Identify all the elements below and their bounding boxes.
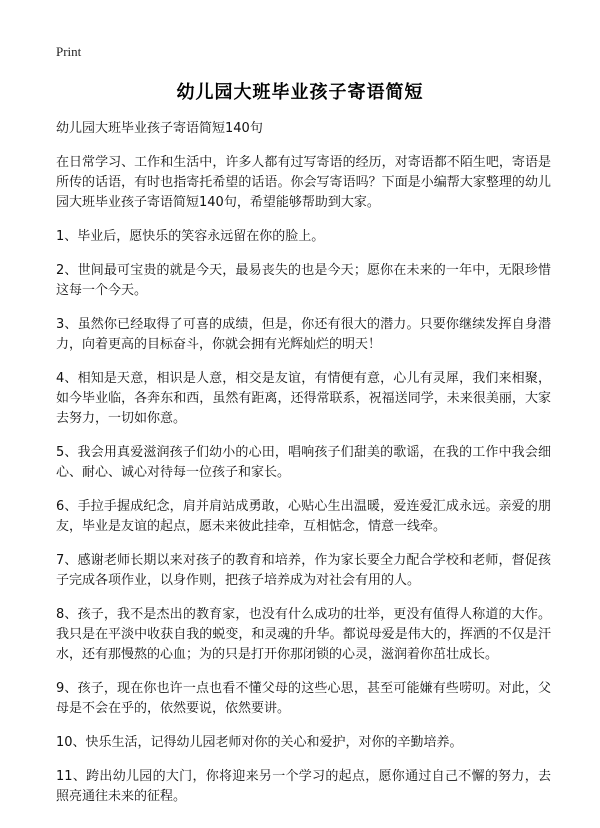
list-item: 10、快乐生活，记得幼儿园老师对你的关心和爱护，对你的辛勤培养。 xyxy=(56,735,463,750)
print-link[interactable]: Print xyxy=(56,44,82,59)
document-subtitle: 幼儿园大班毕业孩子寄语简短140句 xyxy=(56,121,263,136)
intro-paragraph: 在日常学习、工作和生活中，许多人都有过写寄语的经历，对寄语都不陌生吧，寄语是所传的话语，有时也指寄托希望的话语。你会写寄语吗？下面是小编帮大家整理的幼儿园大班毕业孩子寄语简短140句，希望能够帮助到大家。 xyxy=(56,155,551,210)
list-item: 3、虽然你已经取得了可喜的成绩，但是，你还有很大的潜力。只要你继续发挥自身潜力，向着更高的目标奋斗，你就会拥有光辉灿烂的明天！ xyxy=(56,317,551,352)
list-item: 1、毕业后，愿快乐的笑容永远留在你的脸上。 xyxy=(56,229,325,244)
page-title: 幼儿园大班毕业孩子寄语简短 xyxy=(176,82,424,103)
document-body xyxy=(56,119,551,821)
list-item: 11、跨出幼儿园的大门，你将迎来另一个学习的起点，愿你通过自己不懈的努力，去照亮通往未来的征程。 xyxy=(56,769,551,804)
list-item: 5、我会用真爱滋润孩子们幼小的心田，唱响孩子们甜美的歌谣，在我的工作中我会细心、耐心、诚心对待每一位孩子和家长。 xyxy=(56,445,551,480)
list-item: 9、孩子，现在你也许一点也看不懂父母的这些心思，甚至可能嫌有些唠叨。对此，父母是不会在乎的，依然要说，依然要讲。 xyxy=(56,681,551,716)
list-item: 4、相知是天意，相识是人意，相交是友谊，有情便有意，心儿有灵犀，我们来相聚，如今毕业临，各奔东和西，虽然有距离，还得常联系，祝福送同学，未来很美丽，大家去努力，一切如你意。 xyxy=(56,371,551,426)
list-item: 7、感谢老师长期以来对孩子的教育和培养，作为家长要全力配合学校和老师，督促孩子完成各项作业，以身作则，把孩子培养成为对社会有用的人。 xyxy=(56,553,551,588)
list-item: 8、孩子，我不是杰出的教育家，也没有什么成功的壮举，更没有值得人称道的大作。我只是在平淡中收获自我的蜕变，和灵魂的升华。都说母爱是伟大的，挥洒的不仅是汗水，还有那慢熬的心血；为的只是打开你那闭锁的心灵，滋润着你茁壮成长。 xyxy=(56,607,551,662)
list-item: 6、手拉手握成纪念，肩并肩站成勇敢，心贴心生出温暖，爱连爱汇成永远。亲爱的朋友，毕业是友谊的起点，愿未来彼此挂牵，互相惦念，情意一线牵。 xyxy=(56,499,551,534)
list-item: 2、世间最可宝贵的就是今天，最易丧失的也是今天；愿你在未来的一年中，无限珍惜这每一个今天。 xyxy=(56,263,551,298)
